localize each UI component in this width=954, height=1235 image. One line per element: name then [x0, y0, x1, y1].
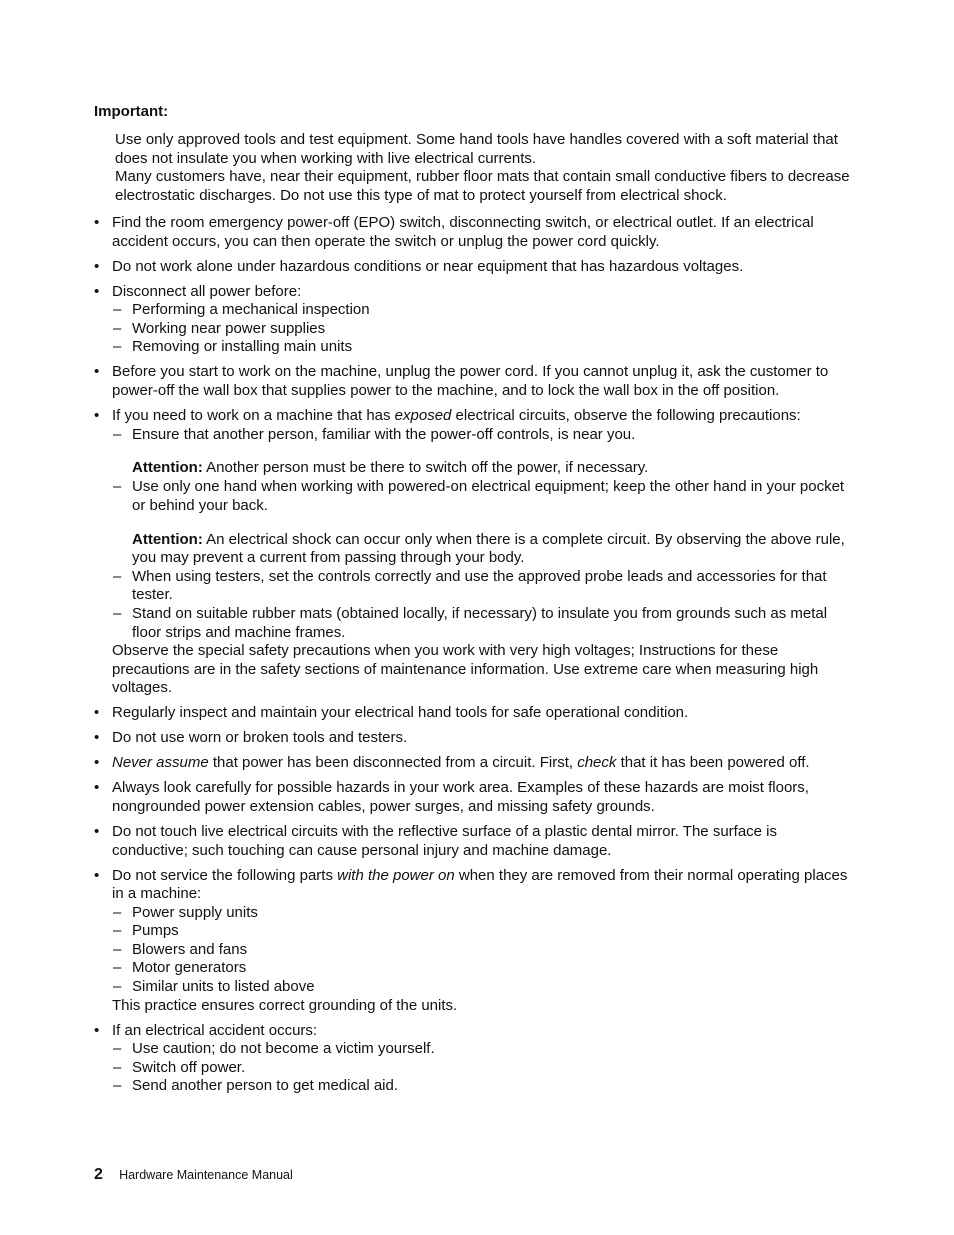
important-heading: Important:: [94, 103, 169, 120]
bullet-note: This practice ensures correct grounding of the units.: [112, 996, 458, 1014]
sub-list: [112, 904, 850, 997]
sub-list-item: – Similar units to listed above: [112, 978, 850, 997]
sub-list-item: – Performing a mechanical inspection: [112, 301, 850, 320]
emphasis: check: [577, 754, 617, 772]
important-line: Use only approved tools and test equipment. Some hand tools have handles covered with a soft material that does not insulate you when working with live electrical currents.: [115, 131, 838, 167]
sub-list-item: – Power supply units: [112, 904, 850, 923]
bullet-text: • Regularly inspect and maintain your electrical hand tools for safe operational condition.: [112, 704, 689, 722]
sub-list-item: – Removing or installing main units: [112, 338, 850, 357]
important-notice: [115, 131, 855, 205]
attention-note: [132, 531, 850, 568]
list-item: [94, 754, 850, 773]
sub-list-item: [112, 478, 850, 568]
list-item: [94, 258, 850, 277]
list-item: [94, 867, 850, 1016]
sub-list: [112, 301, 850, 357]
sub-list-item: – Switch off power.: [112, 1059, 850, 1078]
important-line: Many customers have, near their equipment, rubber floor mats that contain small conductive fibers to decrease electrostatic discharges. Do not use this type of mat to protect yourself from electrical shock.: [115, 168, 850, 204]
sub-list: [112, 426, 850, 643]
attention-label: Attention:: [132, 530, 203, 548]
attention-note: [132, 459, 850, 478]
sub-list-item: – Use caution; do not become a victim yourself.: [112, 1040, 850, 1059]
sub-list-item: – Motor generators: [112, 959, 850, 978]
sub-list-item: – Pumps: [112, 922, 850, 941]
list-item: [94, 214, 850, 251]
attention-text: Another person must be there to switch off the power, if necessary.: [202, 459, 649, 477]
emphasis: exposed: [394, 406, 452, 424]
sub-list-item: – When using testers, set the controls correctly and use the approved probe leads and accessories for that tester.: [112, 568, 850, 605]
safety-bullet-list: [94, 214, 850, 1102]
list-item: [94, 704, 850, 723]
attention-text: An electrical shock can occur only when there is a complete circuit. By observing the above rule, you may prevent a current from passing through your body.: [132, 530, 845, 567]
list-item: [94, 283, 850, 357]
sub-list-item: – Stand on suitable rubber mats (obtained locally, if necessary) to insulate you from grounds such as metal floor strips and machine frames.: [112, 605, 850, 642]
bullet-text: • Do not touch live electrical circuits with the reflective surface of a plastic dental mirror. The surface is conductive; such touching can cause personal injury and machine damage.: [112, 822, 778, 859]
bullet-text: • If an electrical accident occurs:: [112, 1021, 318, 1039]
bullet-text: • Disconnect all power before:: [112, 282, 302, 300]
sub-list-item: – Send another person to get medical aid.: [112, 1077, 850, 1096]
sub-list: [112, 1040, 850, 1096]
text-run: Do not service the following parts: [112, 866, 338, 884]
list-item: [94, 729, 850, 748]
manual-title: Hardware Maintenance Manual: [119, 1168, 293, 1182]
page-number: 2: [94, 1166, 103, 1183]
bullet-text: • Before you start to work on the machine, unplug the power cord. If you cannot unplug it, ask the customer to power-off the wall box that supplies power to the machine, and to lock the wall box in the off position.: [112, 363, 829, 399]
emphasis: Never assume: [112, 754, 209, 772]
sub-item-text: Ensure that another person, familiar with the power-off controls, is near you.: [132, 425, 636, 443]
page-footer: [94, 1166, 293, 1185]
list-item: [94, 779, 850, 816]
sub-list-item: [112, 426, 850, 479]
bullet-text: • Find the room emergency power-off (EPO) switch, disconnecting switch, or electrical outlet. If an electrical accident occurs, you can then operate the switch or unplug the power cord quickly.: [112, 214, 814, 250]
text-run: when they are removed from their normal operating places in a machine:: [112, 866, 848, 903]
text-run: electrical circuits, observe the following precautions:: [451, 406, 801, 424]
text-run: that it has been powered off.: [616, 754, 810, 772]
bullet-text: [112, 867, 850, 904]
bullet-note: Observe the special safety precautions when you work with very high voltages; Instructions for these precautions are in the safety sections of maintenance information. Use extreme care when measuring high voltages.: [112, 642, 819, 697]
bullet-text: • Do not work alone under hazardous conditions or near equipment that has hazardous voltages.: [112, 257, 744, 275]
text-run: that power has been disconnected from a circuit. First,: [208, 754, 578, 772]
bullet-text: • Do not use worn or broken tools and testers.: [112, 729, 408, 747]
bullet-text: [112, 407, 850, 426]
text-run: If you need to work on a machine that has: [112, 406, 395, 424]
list-item: [94, 1022, 850, 1096]
sub-item-text: Use only one hand when working with powered-on electrical equipment; keep the other hand in your pocket or behind your back.: [132, 478, 845, 514]
bullet-text: [112, 754, 850, 773]
sub-list-item: – Working near power supplies: [112, 320, 850, 339]
attention-label: Attention:: [132, 459, 203, 477]
list-item: [94, 363, 850, 400]
list-item: [94, 407, 850, 698]
emphasis: with the power on: [337, 866, 455, 884]
sub-list-item: – Blowers and fans: [112, 941, 850, 960]
list-item: [94, 823, 850, 860]
bullet-text: • Always look carefully for possible hazards in your work area. Examples of these hazards are moist floors, nongrounded power extension cables, power surges, and missing safety grounds.: [112, 779, 809, 815]
